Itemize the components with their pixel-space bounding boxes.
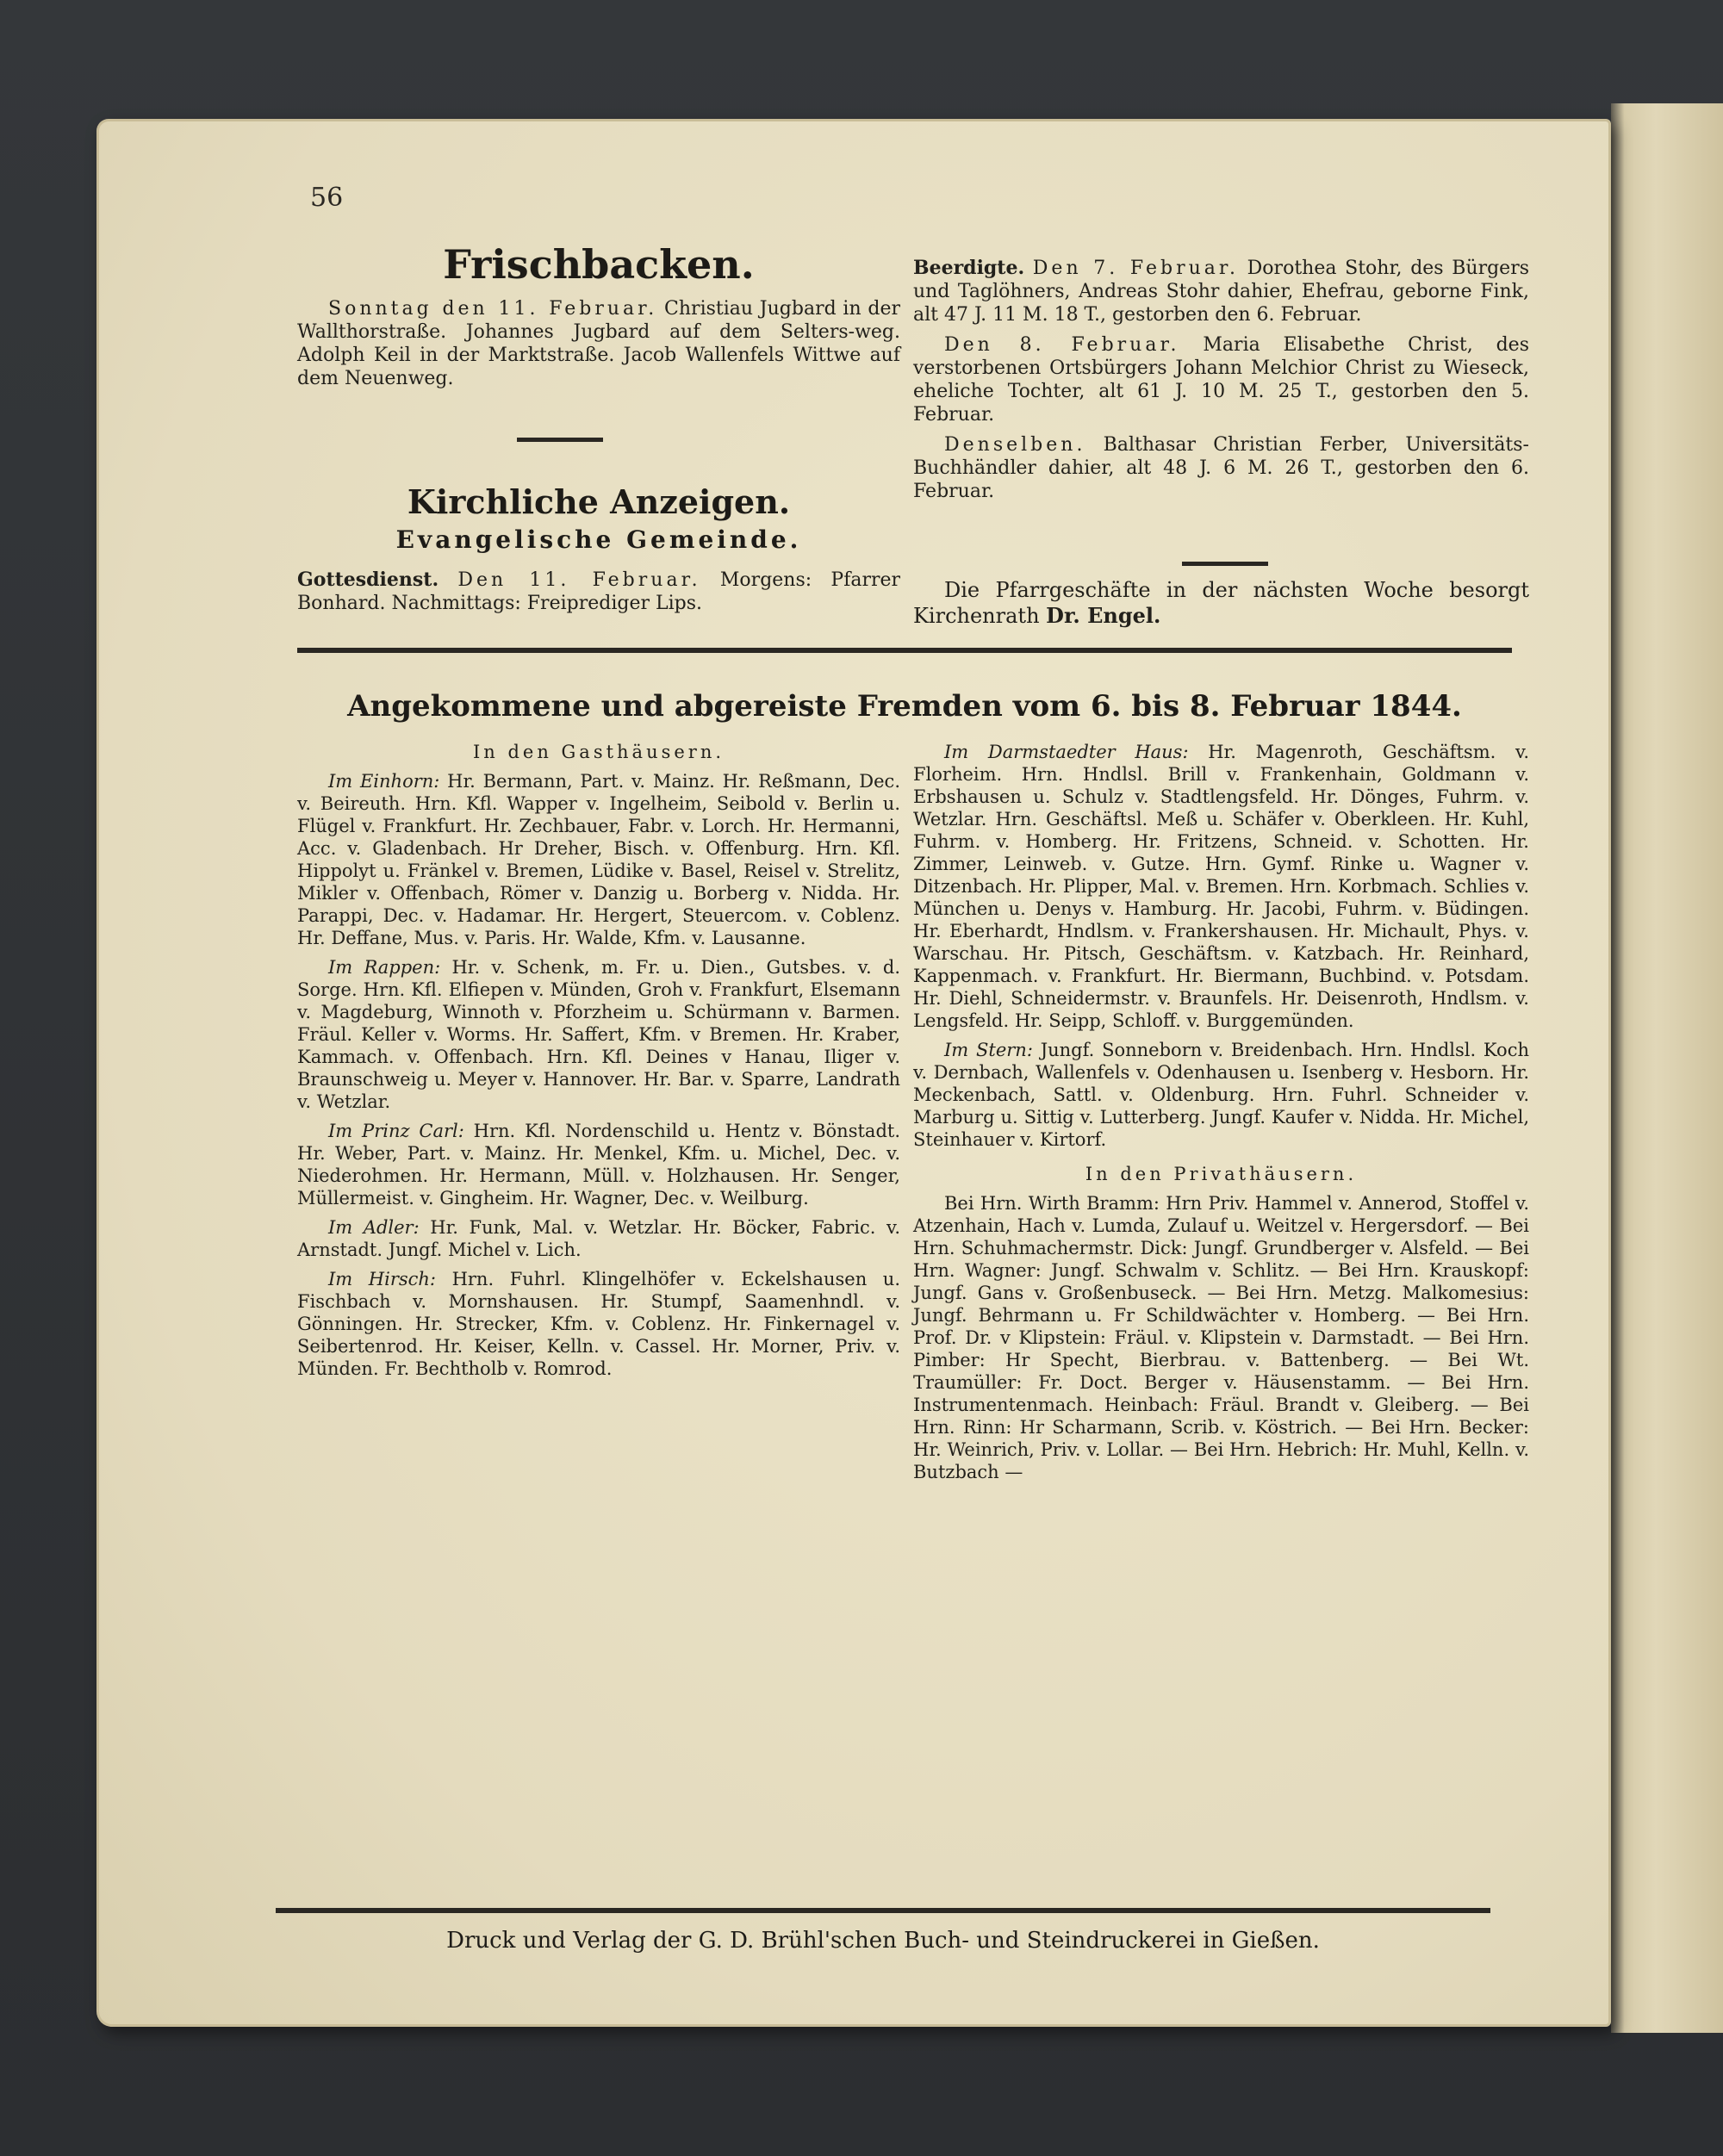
next-page-edge xyxy=(1611,103,1723,2033)
pastoral-notice-name: Dr. Engel. xyxy=(1046,603,1161,628)
section-title-strangers: Angekommene und abgereiste Fremden vom 6. bis 8. Februar 1844. xyxy=(347,689,1462,724)
inn-stern-text: Jungf. Sonneborn v. Breidenbach. Hrn. Hndlsl. Koch v. Dernbach, Wallenfels v. Odenhausen u. Isenberg v. Hesborn. Hr. Meckenbach, Sattl. v. Oldenburg. Hrn. Fuhrl. Schneider v. Marburg u. Sittig v. Lutterberg. Jungf. Kaufer v. Nidda. Hr. Michel, Steinhauer v. Kirtorf. xyxy=(913,1040,1529,1150)
inn-rappen-name: Im Rappen: xyxy=(328,957,441,978)
burial-1-text: Dorothea Stohr, des Bürgers und Taglöhners, Andreas Stohr dahier, Ehefrau, geborne Fink, alt 47 J. 11 M. 18 T., gestorben den 6. Februar. xyxy=(913,258,1530,326)
inn-stern-name: Im Stern: xyxy=(944,1040,1033,1060)
divider-footer xyxy=(276,1908,1490,1913)
inn-prinz-carl-text: Hrn. Kfl. Nordenschild u. Hentz v. Bönstadt. Hr. Weber, Part. v. Mainz. Hr. Menkel, Kfm. u. Michel, Dec. v. Niederohmen. Hr. Hermann, Müll. v. Holzhausen. Hr. Senger, Müllermeist. v. Gingheim. Hr. Wagner, Dec. v. Weilburg. xyxy=(297,1121,900,1208)
burial-3-date: Denselben. xyxy=(944,434,1086,456)
section-title-church: Kirchliche Anzeigen. xyxy=(407,482,791,521)
frischbacken-text: Christiau Jugbard in der Wallthorstraße. Johannes Jugbard auf dem Selters-weg. Adolph Keil in der Marktstraße. Jacob Wallenfels Wittwe auf dem Neuenweg. xyxy=(297,298,901,389)
burial-3-text: Balthasar Christian Ferber, Universitäts-Buchhändler dahier, alt 48 J. 6 M. 26 T., gestorben den 6. Februar. xyxy=(913,434,1529,502)
burial-2-text: Maria Elisabethe Christ, des verstorbenen Ortsbürgers Johann Melchior Christ zu Wieseck, eheliche Tochter, alt 61 J. 10 M. 25 T., gestorben den 5. Februar. xyxy=(913,334,1529,426)
burial-2-date: Den 8. Februar. xyxy=(944,334,1180,356)
church-service-date: Den 11. Februar. xyxy=(457,569,701,591)
section-inns-heading: In den Gasthäusern. xyxy=(472,742,725,762)
inn-einhorn-text: Hr. Bermann, Part. v. Mainz. Hr. Reßmann, Dec. v. Beireuth. Hrn. Kfl. Wapper v. Ingelheim, Seibold v. Berlin u. Flügel v. Frankfurt. Hr. Zechbauer, Fabr. v. Lorch. Hr. Hermanni, Acc. v. Gladenbach. Hr Dreher, Bisch. v. Offenburg. Hrn. Kfl. Hippolyt u. Fränkel v. Bremen, Lüdike v. Basel, Reisel v. Strelitz, Mikler v. Offenbach, Römer v. Danzig u. Borberg v. Nidda. Hr. Parappi, Dec. v. Hadamar. Hr. Hergert, Steuercom. v. Coblenz. Hr. Deffane, Mus. v. Paris. Hr. Walde, Kfm. v. Lausanne. xyxy=(297,771,900,948)
burial-1-date: Den 7. Februar. xyxy=(1032,258,1239,279)
page-number: 56 xyxy=(310,183,344,213)
inn-rappen-text: Hr. v. Schenk, m. Fr. u. Dien., Gutsbes. v. d. Sorge. Hrn. Kfl. Elfiepen v. Münden, Groh v. Frankfurt, Elsemann v. Magdeburg, Winnoth v. Pforzheim u. Schürmann v. Barmen. Fräul. Keller v. Worms. Hr. Saffert, Kfm. v Bremen. Hr. Kraber, Kammach. v. Offenbach. Hrn. Kfl. Deines v Hanau, Iliger v. Braunschweig u. Meyer v. Hannover. Hr. Bar. v. Sparre, Landrath v. Wetzlar. xyxy=(297,957,900,1112)
inn-hirsch-text: Hrn. Fuhrl. Klingelhöfer v. Eckelshausen u. Fischbach v. Mornshausen. Hr. Stumpf, Saamenhndl. v. Gönningen. Hr. Strecker, Kfm. v. Coblenz. Hr. Finkernagel v. Seibertenrod. Hr. Keiser, Kelln. v. Cassel. Hr. Morner, Priv. v. Münden. Fr. Bechtholb v. Romrod. xyxy=(297,1269,900,1379)
section-private-heading: In den Privathäusern. xyxy=(1085,1164,1358,1184)
inn-darmstaedter-name: Im Darmstaedter Haus: xyxy=(944,742,1189,762)
divider-short-right xyxy=(1182,562,1268,566)
inn-einhorn-name: Im Einhorn: xyxy=(328,771,440,792)
burials-lead: Beerdigte. xyxy=(913,257,1025,279)
church-service-body xyxy=(297,569,900,622)
strangers-right-column xyxy=(913,741,1529,1490)
inn-darmstaedter-text: Hr. Magenroth, Geschäftsm. v. Florheim. Hrn. Hndlsl. Brill v. Frankenhain, Goldmann v. Erbshausen u. Schulz v. Stadtlengsfeld. Hr. Dönges, Fuhrm. v. Wetzlar. Hrn. Geschäftsl. Meß u. Schäfer v. Oberkleen. Hr. Kuhl, Fuhrm. v. Homberg. Hr. Fritzens, Schneid. v. Schotten. Hr. Zimmer, Leinweb. v. Gutze. Hrn. Gymf. Rinke u. Wagner v. Ditzenbach. Hr. Plipper, Mal. v. Bremen. Hrn. Korbmach. Schlies v. München u. Denys v. Hamburg. Hr. Jacobi, Fuhrm. v. Büdingen. Hr. Eberhardt, Hndlsm. v. Frankershausen. Hr. Michault, Phys. v. Warschau. Hr. Pitsch, Geschäftsm. v. Katzbach. Hr. Reinhard, Kappenmach. v. Frankfurt. Hr. Biermann, Buchbind. v. Potsdam. Hr. Diehl, Schneidermstr. v. Braunfels. Hr. Deisenroth, Hndlsm. v. Lengsfeld. Hr. Seipp, Schloff. v. Burggemünden. xyxy=(913,742,1529,1031)
divider-short-left xyxy=(517,438,603,442)
burials-section xyxy=(913,257,1529,510)
divider-main xyxy=(297,648,1512,653)
section-subtitle-church: Evangelische Gemeinde. xyxy=(395,525,802,554)
private-houses-text: Bei Hrn. Wirth Bramm: Hrn Priv. Hammel v. Annerod, Stoffel v. Atzenhain, Hach v. Lumda, Zulauf u. Weitzel v. Hergersdorf. — Bei Hrn. Schuhmachermstr. Dick: Jungf. Grundberger v. Alsfeld. — Bei Hrn. Wagner: Jungf. Schwalm v. Schlitz. — Bei Hrn. Krauskopf: Jungf. Gans v. Großenbuseck. — Bei Hrn. Metzg. Malkomesius: Jungf. Behrmann u. Fr Schildwächter v. Homberg. — Bei Hrn. Prof. Dr. v Klipstein: Fräul. v. Klipstein v. Darmstadt. — Bei Hrn. Pimber: Hr Specht, Bierbrau. v. Battenberg. — Bei Wt. Traumüller: Fr. Doct. Berger v. Häusenstamm. — Bei Hrn. Instrumentenmach. Heinbach: Fräul. Brandt v. Gleiberg. — Bei Hrn. Rinn: Hr Scharmann, Scrib. v. Köstrich. — Bei Hrn. Becker: Hr. Weinrich, Priv. v. Lollar. — Bei Hrn. Hebrich: Hr. Muhl, Kelln. v. Butzbach — xyxy=(913,1193,1529,1482)
inn-prinz-carl-name: Im Prinz Carl: xyxy=(328,1121,464,1141)
frischbacken-date: Sonntag den 11. Februar. xyxy=(328,298,658,320)
pastoral-notice-text: Die Pfarrgeschäfte in der nächsten Woche besorgt Kirchenrath xyxy=(913,578,1529,628)
church-service-text: Morgens: Pfarrer Bonhard. Nachmittags: Freiprediger Lips. xyxy=(297,569,901,614)
church-service-lead: Gottesdienst. xyxy=(297,569,439,591)
pastoral-notice xyxy=(913,577,1529,636)
inn-adler-name: Im Adler: xyxy=(328,1217,420,1238)
frischbacken-body xyxy=(297,297,900,397)
strangers-left-column xyxy=(297,741,900,1387)
imprint-footer: Druck und Verlag der G. D. Brühl'schen Buch- und Steindruckerei in Gießen. xyxy=(446,1928,1320,1954)
inn-hirsch-name: Im Hirsch: xyxy=(328,1269,436,1289)
section-title-frischbacken: Frischbacken. xyxy=(443,241,755,288)
inn-adler-text: Hr. Funk, Mal. v. Wetzlar. Hr. Böcker, Fabric. v. Arnstadt. Jungf. Michel v. Lich. xyxy=(297,1217,901,1260)
